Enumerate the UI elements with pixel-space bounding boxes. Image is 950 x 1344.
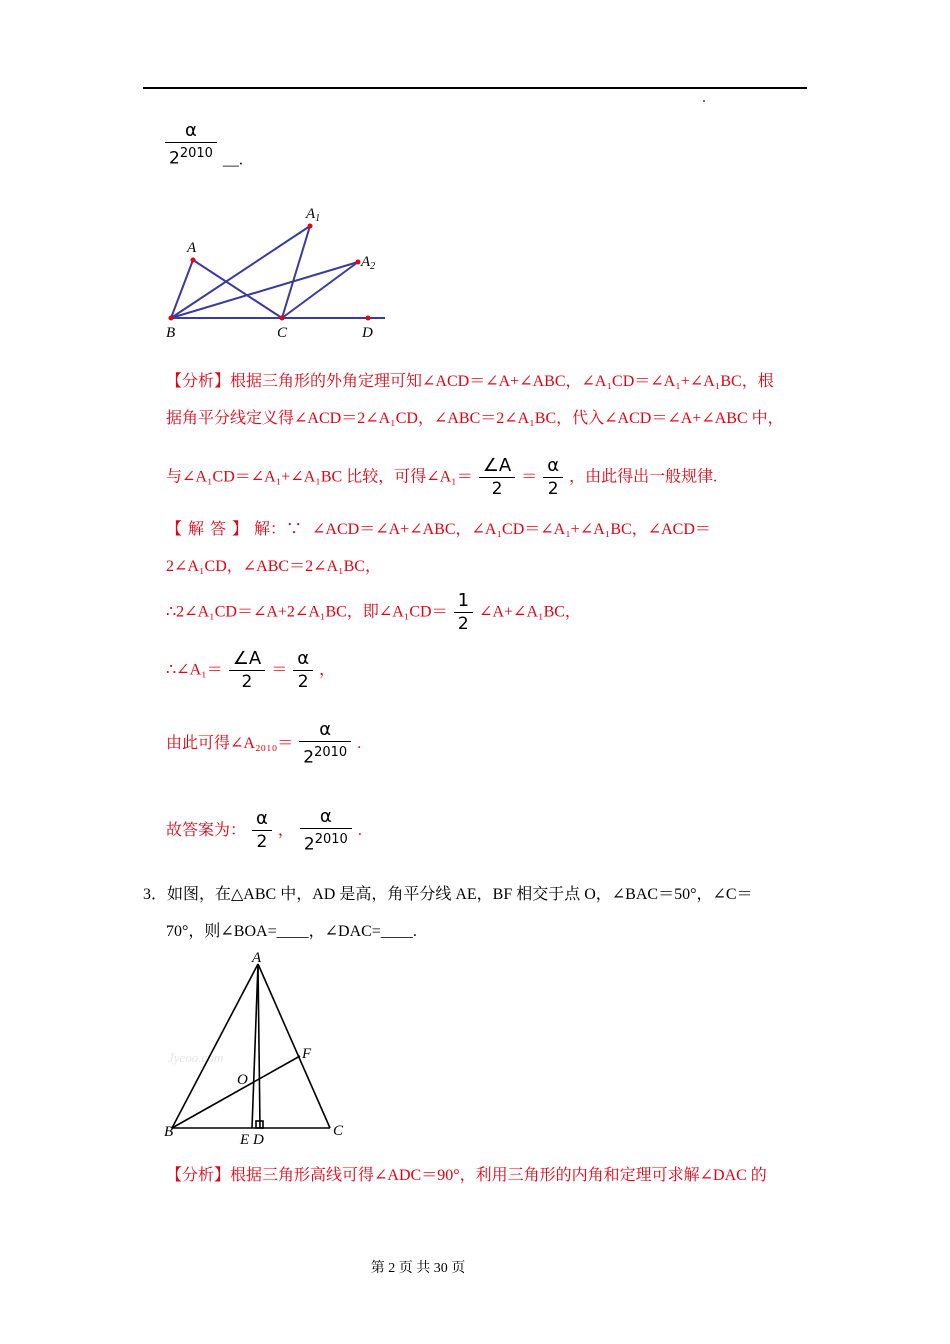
top-fraction-exp: 2010 — [179, 146, 213, 161]
analysis1-line2: 据角平分线定义得∠ACD＝2∠A₁CD，∠ABC＝2∠A₁BC，代入∠ACD＝∠A+∠ABC 中， — [166, 410, 784, 427]
top-fraction-num: α — [185, 120, 197, 141]
top-fraction-blank: __ — [222, 151, 239, 169]
fig2-label-O: O — [237, 1072, 248, 1088]
fig1-label-D: D — [362, 325, 373, 341]
problem3-line1: 3．如图，在△ABC 中，AD 是高，角平分线 AE，BF 相交于点 O，∠BAC＝50°，∠C＝ — [143, 886, 753, 903]
solution1-line3: ∴2∠A₁CD＝∠A+2∠A₁BC，即∠A₁CD＝ $\frac{1}{2}$ ∠A+∠A₁BC， — [166, 590, 581, 634]
top-fraction-base: 2 — [169, 148, 180, 169]
fig2-label-B: B — [164, 1124, 174, 1140]
fig2-watermark: Jyeoo.com — [168, 1050, 224, 1065]
fig2-label-E: E — [240, 1132, 250, 1148]
header-rule — [143, 87, 807, 89]
top-fraction-end: . — [238, 151, 243, 169]
solution1-line4: ∴∠A₁＝ $\frac{\angle A}{2}$ ＝ $\frac{\alpha}{2}$ ， — [166, 648, 336, 692]
solution1-tag: 【解答】 — [166, 521, 255, 538]
solution1-line5: 由此可得∠A₂₀₁₀＝ $\frac{\alpha}{2^{2010}}$ . — [166, 719, 362, 768]
fig1-label-A: A — [187, 240, 197, 256]
fig2-label-D: D — [253, 1132, 264, 1148]
fig2-label-F: F — [302, 1046, 312, 1062]
fig2-label-C: C — [333, 1123, 344, 1139]
top-fraction — [163, 120, 243, 170]
figure-2-diagram — [160, 950, 360, 1150]
problem3-line2: 70°，则∠BOA=____，∠DAC=____. — [166, 923, 417, 940]
analysis1-line1: 【分析】根据三角形的外角定理可知∠ACD＝∠A+∠ABC，∠A₁CD＝∠A₁+∠A₁BC，根 — [166, 373, 774, 390]
solution1-line1: 【解答】解：∵ ∠ACD＝∠A+∠ABC，∠A₁CD＝∠A₁+∠A₁BC，∠ACD＝ — [166, 521, 711, 538]
solution1-line6: 故答案为： $\frac{\alpha}{2}$ ， $\frac{\alpha}{2^{2010}}$ . — [166, 806, 362, 855]
solution1-line2: 2∠A₁CD，∠ABC＝2∠A₁BC， — [166, 558, 381, 575]
fig2-label-A: A — [252, 950, 262, 966]
fig1-label-B: B — [166, 325, 176, 341]
analysis1-tag: 【分析】 — [166, 373, 231, 390]
fig1-label-A2: $A_2$ — [361, 254, 376, 272]
figure-1-diagram — [160, 200, 400, 345]
fig1-label-A1: $A_1$ — [306, 206, 321, 224]
page-footer: 第 2 页 共 30 页 — [370, 1261, 466, 1276]
analysis3-line1: 【分析】根据三角形高线可得∠ADC＝90°，利用三角形的内角和定理可求解∠DAC 的 — [166, 1167, 767, 1184]
analysis3-tag: 【分析】 — [166, 1167, 231, 1184]
header-dot — [703, 100, 705, 102]
analysis1-line3: 与∠A₁CD＝∠A₁+∠A₁BC 比较，可得∠A₁＝ $\frac{\angle A}{2}$ ＝ $\frac{\alpha}{2}$ ，由此得出一般规律. — [166, 455, 718, 499]
fig1-label-C: C — [277, 325, 288, 341]
